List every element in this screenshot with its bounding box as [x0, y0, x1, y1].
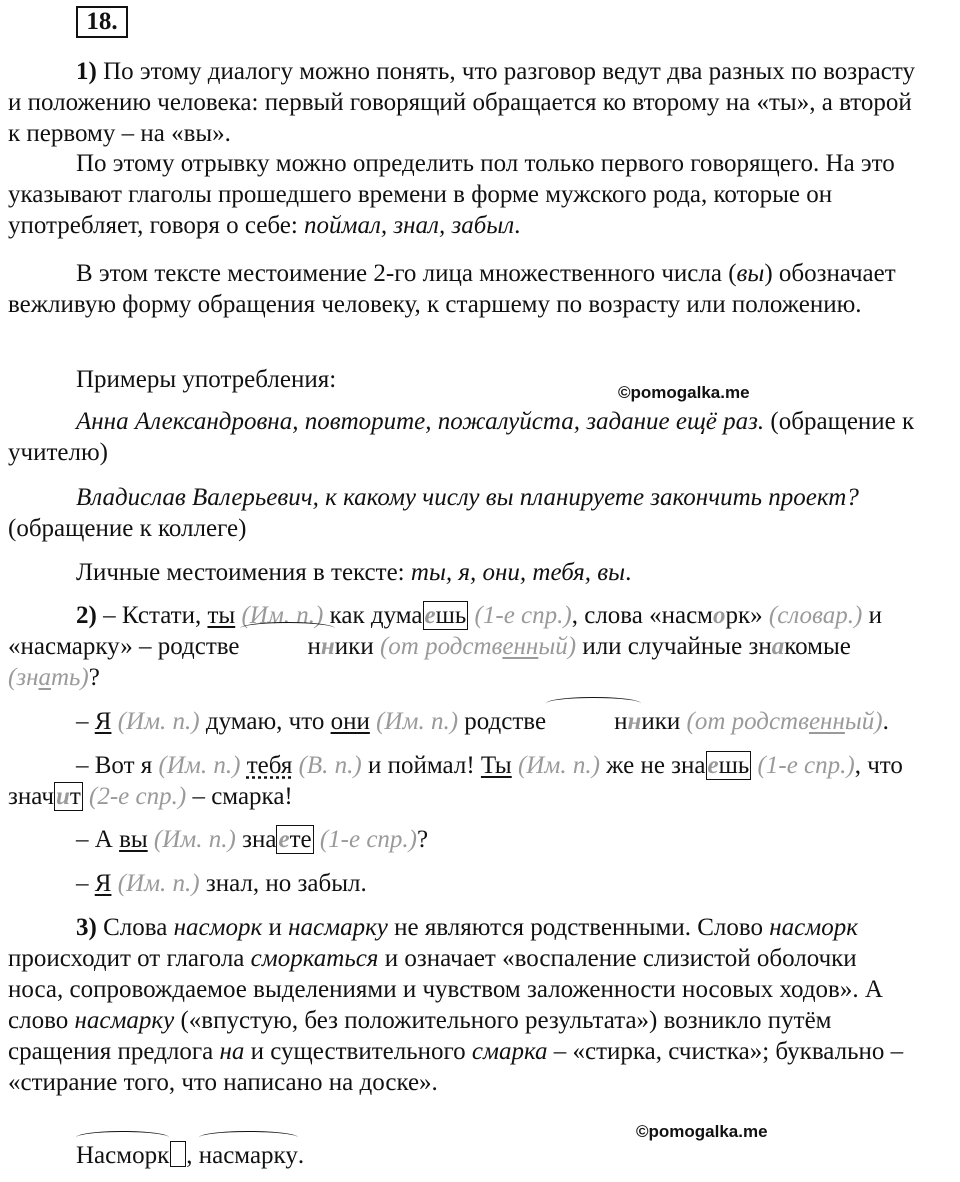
part1-paragraph2: По этому отрывку можно определить пол только первого говорящего. На это указывают глаголы прошедшего времени в форме мужского рода, которые он употребляет, говоря о себе: поймал, знал, забыл.	[8, 150, 895, 239]
watermark: ©pomogalka.me	[618, 383, 750, 402]
watermark-bottom: ©pomogalka.me	[636, 1122, 768, 1141]
task-number: 18.	[76, 6, 128, 38]
word-nasmarku: насмарку	[198, 1142, 298, 1169]
example-2: Владислав Валерьевич, к какому числу вы планируете закончить проект? (обращение к коллеге)	[8, 484, 859, 542]
part2-line1: 2) – Кстати, ты (Им. п.) как думаешь (1-е спр.), слова «насморк» (словар.) и «насмарку» – родстве нники (от родственный) или случайные знакомые (знать)?	[8, 602, 882, 691]
part3-paragraph: 3) Слова насморк и насмарку не являются родственными. Слово насморк происходит от глагола сморкаться и означает «воспаление слизистой оболочки носа, сопровождаемое выделениями и чувством заложенности носовых ходов». А слово насмарку («впустую, без положительного результата») возникло путём сращения предлога на и существительного смарка – «стирка, счистка»; буквально – «стирание того, что написано на доске».	[8, 914, 904, 1096]
part1-paragraph1: 1) По этому диалогу можно понять, что разговор ведут два разных по возрасту и положению человека: первый говорящий обращается ко второму на «ты», а второй к первому – на «вы».	[8, 58, 915, 147]
word-nasmork: Насморк	[76, 1142, 170, 1169]
part1-paragraph3: В этом тексте местоимение 2-го лица множественного числа (вы) обозначает вежливую форму обращения человеку, к старшему по возрасту или положению.	[8, 260, 896, 318]
morpheme-parse: Насморк , насмарку.	[76, 1142, 305, 1169]
part2-line3: – Вот я (Им. п.) тебя (В. п.) и поймал! Ты (Им. п.) же не знаешь (1-е спр.), что значит (2-е спр.) – смарка!	[8, 752, 903, 810]
part2-line5: – Я (Им. п.) знал, но забыл.	[76, 870, 367, 897]
pronouns-line: Личные местоимения в тексте: ты, я, они, тебя, вы.	[76, 559, 632, 586]
part2-line2: – Я (Им. п.) думаю, что они (Им. п.) родстве нники (от родственный).	[76, 708, 889, 735]
null-ending-box	[170, 1141, 186, 1167]
part2-line4: – А вы (Им. п.) знаете (1-е спр.)?	[76, 826, 429, 853]
example-1: Анна Александровна, повторите, пожалуйста, задание ещё раз. (обращение к учителю)	[8, 408, 915, 466]
examples-label: Примеры употребления:	[76, 366, 337, 393]
